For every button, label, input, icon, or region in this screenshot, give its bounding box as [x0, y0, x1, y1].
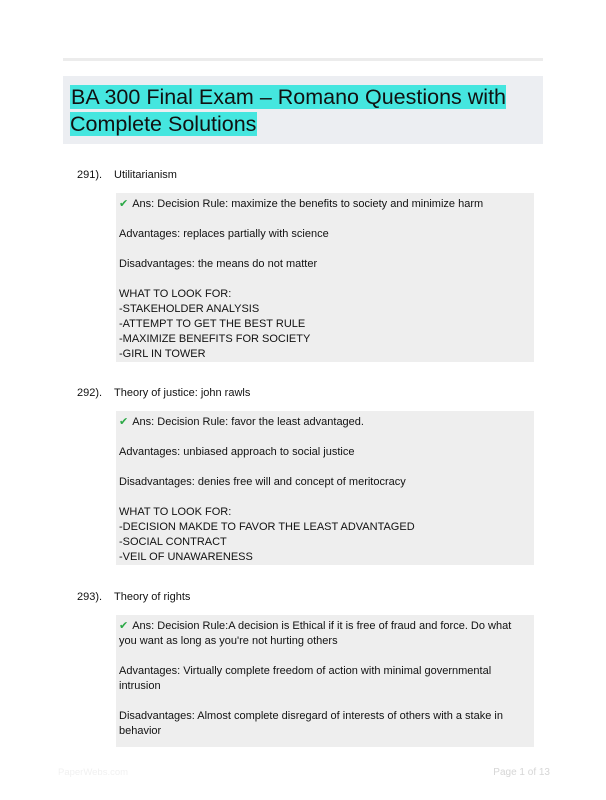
footer-watermark: PaperWebs.com: [58, 767, 129, 778]
top-divider: [63, 58, 543, 61]
check-icon: ✔: [119, 620, 129, 632]
answer-line: ✔ Ans: Decision Rule: favor the least advantaged.: [119, 416, 364, 428]
question-number: 293).: [77, 591, 103, 603]
disadvantages-line: Disadvantages: the means do not matter: [119, 258, 318, 270]
advantages-line: Advantages: unbiased approach to social justice: [119, 446, 355, 458]
answer-box: [116, 411, 534, 565]
look-for-item: -DECISION MAKDE TO FAVOR THE LEAST ADVANTAGED: [119, 521, 415, 533]
look-for-item: -VEIL OF UNAWARENESS: [119, 551, 253, 563]
disadvantages-line: Disadvantages: denies free will and concept of meritocracy: [119, 476, 406, 488]
look-for-item: -SOCIAL CONTRACT: [119, 536, 227, 548]
advantages-line: Advantages: Virtually complete freedom of action with minimal governmental intrusion: [119, 665, 492, 692]
answer-line: ✔ Ans: Decision Rule: maximize the benefits to society and minimize harm: [119, 198, 484, 210]
question-number: 291).: [77, 169, 103, 181]
answer-box: [116, 193, 534, 362]
look-for-item: -STAKEHOLDER ANALYSIS: [119, 303, 260, 315]
check-icon: ✔: [119, 416, 129, 428]
question-text: Utilitarianism: [114, 169, 177, 181]
answer-line: ✔ Ans: Decision Rule:A decision is Ethical if it is free of fraud and force. Do what you want as long as you're not hurting others: [119, 620, 512, 647]
page-number: Page 1 of 13: [493, 767, 550, 778]
look-for-heading: WHAT TO LOOK FOR:: [119, 288, 232, 300]
look-for-heading: WHAT TO LOOK FOR:: [119, 506, 232, 518]
advantages-line: Advantages: replaces partially with science: [119, 228, 329, 240]
document-title: BA 300 Final Exam – Romano Questions with Complete Solutions: [70, 85, 506, 136]
question-number: 292).: [77, 387, 103, 399]
look-for-item: -ATTEMPT TO GET THE BEST RULE: [119, 318, 306, 330]
look-for-item: -GIRL IN TOWER: [119, 348, 206, 360]
look-for-item: -MAXIMIZE BENEFITS FOR SOCIETY: [119, 333, 311, 345]
question-text: Theory of justice: john rawls: [114, 387, 251, 399]
disadvantages-line: Disadvantages: Almost complete disregard of interests of others with a stake in behavior: [119, 710, 503, 737]
answer-box: [116, 615, 534, 747]
check-icon: ✔: [119, 198, 129, 210]
question-text: Theory of rights: [114, 591, 191, 603]
